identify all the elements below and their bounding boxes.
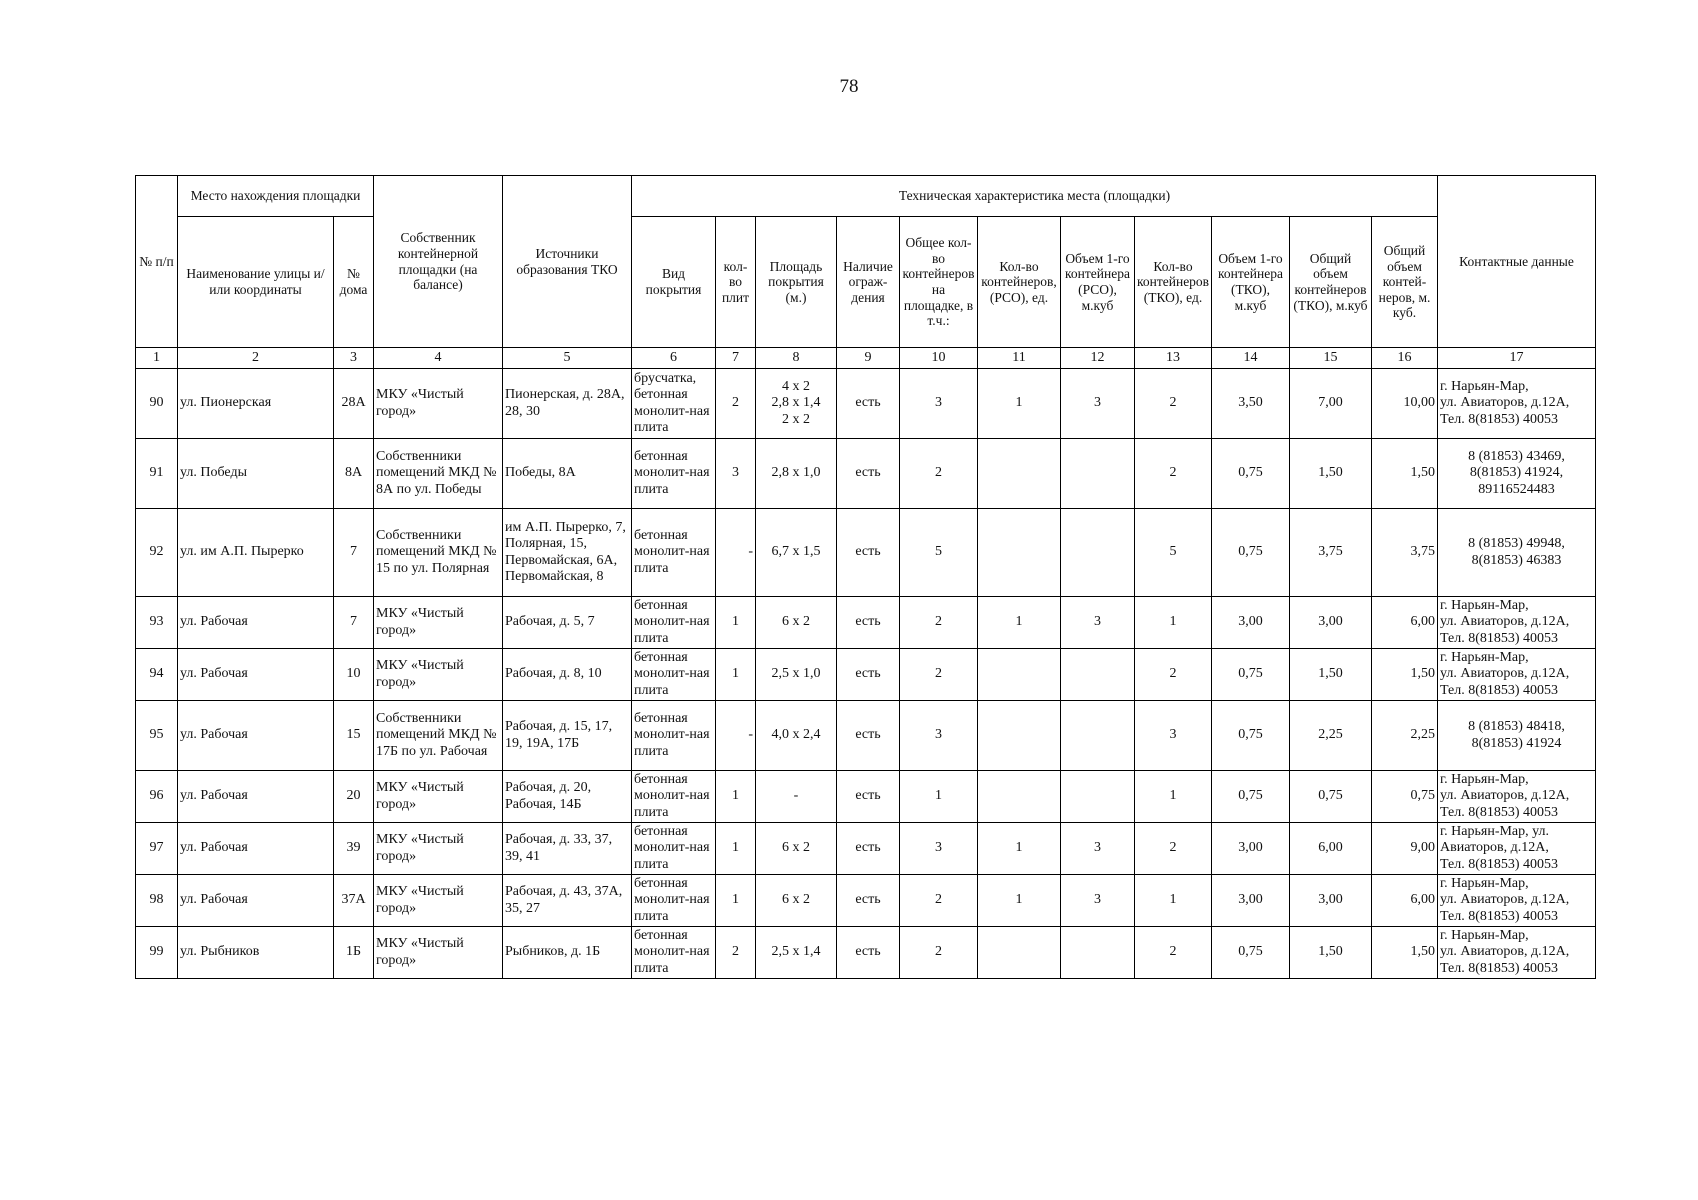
contacts-cell: г. Нарьян-Мар, ул. Авиаторов, д.12А, Тел. 8(81853) 40053 xyxy=(1438,369,1596,439)
table-row xyxy=(136,369,1596,439)
street-cell: ул. Рабочая xyxy=(178,875,334,927)
header-area: Площадь покрытия (м.) xyxy=(756,217,837,348)
contacts-cell: г. Нарьян-Мар, ул. Авиаторов, д.12А, Тел. 8(81853) 40053 xyxy=(1438,823,1596,875)
contacts-cell: 8 (81853) 49948, 8(81853) 46383 xyxy=(1438,509,1596,597)
tko-total-volume-cell: 1,50 xyxy=(1290,439,1372,509)
tko-total-volume-cell: 1,50 xyxy=(1290,927,1372,979)
surface-cell: брусчатка, бетонная монолит-ная плита xyxy=(632,369,716,439)
area-cell: 4 х 2 2,8 х 1,4 2 х 2 xyxy=(756,369,837,439)
rso-volume-cell xyxy=(1061,701,1135,771)
sources-cell: Рабочая, д. 33, 37, 39, 41 xyxy=(503,823,632,875)
total-volume-cell: 1,50 xyxy=(1372,927,1438,979)
header-tko-volume: Объем 1-го контейнера (ТКО), м.куб xyxy=(1212,217,1290,348)
header-slabs: кол-во плит xyxy=(716,217,756,348)
street-cell: ул. Рабочая xyxy=(178,701,334,771)
area-cell: 2,8 х 1,0 xyxy=(756,439,837,509)
area-cell: 6 х 2 xyxy=(756,823,837,875)
tko-volume-cell: 0,75 xyxy=(1212,927,1290,979)
total-containers-cell: 2 xyxy=(900,597,978,649)
rso-volume-cell: 3 xyxy=(1061,369,1135,439)
tko-total-volume-cell: 0,75 xyxy=(1290,771,1372,823)
rso-volume-cell xyxy=(1061,439,1135,509)
header-sources: Источники образования ТКО xyxy=(503,176,632,348)
fence-cell: есть xyxy=(837,597,900,649)
total-containers-cell: 5 xyxy=(900,509,978,597)
header-tko-total-volume: Общий объем контейнеров (ТКО), м.куб xyxy=(1290,217,1372,348)
street-cell: ул. Победы xyxy=(178,439,334,509)
surface-cell: бетонная монолит-ная плита xyxy=(632,875,716,927)
rso-count-cell xyxy=(978,509,1061,597)
row-number: 93 xyxy=(136,597,178,649)
area-cell: 2,5 х 1,0 xyxy=(756,649,837,701)
total-volume-cell: 3,75 xyxy=(1372,509,1438,597)
total-containers-cell: 2 xyxy=(900,927,978,979)
house-cell: 1Б xyxy=(334,927,374,979)
header-num: № п/п xyxy=(136,176,178,348)
slabs-cell: 2 xyxy=(716,369,756,439)
surface-cell: бетонная монолит-ная плита xyxy=(632,701,716,771)
table-row xyxy=(136,597,1596,649)
slabs-cell: 1 xyxy=(716,649,756,701)
area-cell: 6,7 х 1,5 xyxy=(756,509,837,597)
tko-count-cell: 5 xyxy=(1135,509,1212,597)
contacts-cell: г. Нарьян-Мар, ул. Авиаторов, д.12А, Тел. 8(81853) 40053 xyxy=(1438,875,1596,927)
contacts-cell: 8 (81853) 43469, 8(81853) 41924, 89116524483 xyxy=(1438,439,1596,509)
header-street: Наименование улицы и/или координаты xyxy=(178,217,334,348)
contacts-cell: г. Нарьян-Мар, ул. Авиаторов, д.12А, Тел. 8(81853) 40053 xyxy=(1438,927,1596,979)
tko-total-volume-cell: 1,50 xyxy=(1290,649,1372,701)
header-rso-volume: Объем 1-го контейнера (РСО), м.куб xyxy=(1061,217,1135,348)
table-row xyxy=(136,509,1596,597)
rso-count-cell xyxy=(978,927,1061,979)
total-containers-cell: 3 xyxy=(900,823,978,875)
rso-volume-cell: 3 xyxy=(1061,597,1135,649)
fence-cell: есть xyxy=(837,701,900,771)
total-containers-cell: 2 xyxy=(900,439,978,509)
fence-cell: есть xyxy=(837,823,900,875)
header-contacts: Контактные данные xyxy=(1438,176,1596,348)
header-rso-count: Кол-во контейнеров, (РСО), ед. xyxy=(978,217,1061,348)
sources-cell: Рабочая, д. 5, 7 xyxy=(503,597,632,649)
tko-volume-cell: 0,75 xyxy=(1212,509,1290,597)
row-number: 95 xyxy=(136,701,178,771)
sources-cell: Победы, 8А xyxy=(503,439,632,509)
area-cell: 6 х 2 xyxy=(756,597,837,649)
area-cell: 6 х 2 xyxy=(756,875,837,927)
column-number: 4 xyxy=(374,348,503,369)
slabs-cell: - xyxy=(716,509,756,597)
street-cell: ул. Рабочая xyxy=(178,649,334,701)
tko-total-volume-cell: 6,00 xyxy=(1290,823,1372,875)
total-volume-cell: 0,75 xyxy=(1372,771,1438,823)
table-row xyxy=(136,771,1596,823)
tko-count-cell: 1 xyxy=(1135,875,1212,927)
fence-cell: есть xyxy=(837,649,900,701)
house-cell: 7 xyxy=(334,597,374,649)
sources-cell: Рабочая, д. 43, 37А, 35, 27 xyxy=(503,875,632,927)
fence-cell: есть xyxy=(837,369,900,439)
rso-count-cell: 1 xyxy=(978,875,1061,927)
column-number: 11 xyxy=(978,348,1061,369)
house-cell: 28А xyxy=(334,369,374,439)
owner-cell: Собственники помещений МКД № 8А по ул. Победы xyxy=(374,439,503,509)
column-number: 16 xyxy=(1372,348,1438,369)
owner-cell: МКУ «Чистый город» xyxy=(374,597,503,649)
tko-count-cell: 3 xyxy=(1135,701,1212,771)
surface-cell: бетонная монолит-ная плита xyxy=(632,439,716,509)
house-cell: 20 xyxy=(334,771,374,823)
rso-count-cell xyxy=(978,439,1061,509)
rso-volume-cell: 3 xyxy=(1061,823,1135,875)
owner-cell: МКУ «Чистый город» xyxy=(374,771,503,823)
column-number: 3 xyxy=(334,348,374,369)
column-number: 12 xyxy=(1061,348,1135,369)
rso-volume-cell xyxy=(1061,927,1135,979)
row-number: 90 xyxy=(136,369,178,439)
tko-count-cell: 1 xyxy=(1135,771,1212,823)
contacts-cell: г. Нарьян-Мар, ул. Авиаторов, д.12А, Тел. 8(81853) 40053 xyxy=(1438,597,1596,649)
fence-cell: есть xyxy=(837,875,900,927)
total-containers-cell: 2 xyxy=(900,649,978,701)
tko-volume-cell: 0,75 xyxy=(1212,439,1290,509)
header-fence: Наличие ограж-дения xyxy=(837,217,900,348)
rso-volume-cell xyxy=(1061,649,1135,701)
tko-volume-cell: 3,00 xyxy=(1212,823,1290,875)
row-number: 96 xyxy=(136,771,178,823)
rso-volume-cell: 3 xyxy=(1061,875,1135,927)
fence-cell: есть xyxy=(837,927,900,979)
house-cell: 39 xyxy=(334,823,374,875)
tko-count-cell: 2 xyxy=(1135,439,1212,509)
tko-volume-cell: 3,00 xyxy=(1212,597,1290,649)
total-volume-cell: 10,00 xyxy=(1372,369,1438,439)
column-number: 14 xyxy=(1212,348,1290,369)
street-cell: ул. Рабочая xyxy=(178,597,334,649)
owner-cell: МКУ «Чистый город» xyxy=(374,927,503,979)
column-number: 10 xyxy=(900,348,978,369)
owner-cell: МКУ «Чистый город» xyxy=(374,369,503,439)
row-number: 98 xyxy=(136,875,178,927)
tko-count-cell: 2 xyxy=(1135,823,1212,875)
surface-cell: бетонная монолит-ная плита xyxy=(632,597,716,649)
page-number: 78 xyxy=(839,76,859,97)
sources-cell: Пионерская, д. 28А, 28, 30 xyxy=(503,369,632,439)
owner-cell: МКУ «Чистый город» xyxy=(374,649,503,701)
sources-cell: им А.П. Пырерко, 7, Полярная, 15, Первомайская, 6А, Первомайская, 8 xyxy=(503,509,632,597)
tko-count-cell: 2 xyxy=(1135,927,1212,979)
column-number: 1 xyxy=(136,348,178,369)
column-number: 7 xyxy=(716,348,756,369)
tko-volume-cell: 0,75 xyxy=(1212,771,1290,823)
fence-cell: есть xyxy=(837,439,900,509)
sources-cell: Рыбников, д. 1Б xyxy=(503,927,632,979)
street-cell: ул. Рабочая xyxy=(178,771,334,823)
header-tko-count: Кол-во контейнеров (ТКО), ед. xyxy=(1135,217,1212,348)
rso-volume-cell xyxy=(1061,509,1135,597)
tko-total-volume-cell: 2,25 xyxy=(1290,701,1372,771)
total-volume-cell: 1,50 xyxy=(1372,439,1438,509)
area-cell: - xyxy=(756,771,837,823)
header-location-group: Место нахождения площадки xyxy=(178,176,374,217)
column-number: 5 xyxy=(503,348,632,369)
rso-count-cell: 1 xyxy=(978,823,1061,875)
house-cell: 15 xyxy=(334,701,374,771)
table-row xyxy=(136,823,1596,875)
total-containers-cell: 3 xyxy=(900,701,978,771)
rso-count-cell xyxy=(978,649,1061,701)
table-row xyxy=(136,701,1596,771)
row-number: 94 xyxy=(136,649,178,701)
table-row xyxy=(136,439,1596,509)
contacts-cell: г. Нарьян-Мар, ул. Авиаторов, д.12А, Тел. 8(81853) 40053 xyxy=(1438,649,1596,701)
street-cell: ул. Рабочая xyxy=(178,823,334,875)
header-surface: Вид покрытия xyxy=(632,217,716,348)
slabs-cell: 1 xyxy=(716,771,756,823)
column-number: 17 xyxy=(1438,348,1596,369)
header-owner: Собственник контейнерной площадки (на балансе) xyxy=(374,176,503,348)
street-cell: ул. им А.П. Пырерко xyxy=(178,509,334,597)
container-sites-table xyxy=(135,175,1596,979)
owner-cell: МКУ «Чистый город» xyxy=(374,875,503,927)
tko-total-volume-cell: 7,00 xyxy=(1290,369,1372,439)
table-row xyxy=(136,927,1596,979)
contacts-cell: 8 (81853) 48418, 8(81853) 41924 xyxy=(1438,701,1596,771)
column-number: 6 xyxy=(632,348,716,369)
slabs-cell: - xyxy=(716,701,756,771)
tko-total-volume-cell: 3,75 xyxy=(1290,509,1372,597)
header-house: № дома xyxy=(334,217,374,348)
tko-total-volume-cell: 3,00 xyxy=(1290,875,1372,927)
surface-cell: бетонная монолит-ная плита xyxy=(632,823,716,875)
house-cell: 8А xyxy=(334,439,374,509)
column-number: 13 xyxy=(1135,348,1212,369)
total-volume-cell: 1,50 xyxy=(1372,649,1438,701)
rso-count-cell xyxy=(978,771,1061,823)
tko-count-cell: 2 xyxy=(1135,649,1212,701)
house-cell: 7 xyxy=(334,509,374,597)
house-cell: 10 xyxy=(334,649,374,701)
row-number: 99 xyxy=(136,927,178,979)
tko-count-cell: 1 xyxy=(1135,597,1212,649)
header-tech-group: Техническая характеристика места (площадки) xyxy=(632,176,1438,217)
column-number: 8 xyxy=(756,348,837,369)
slabs-cell: 3 xyxy=(716,439,756,509)
row-number: 97 xyxy=(136,823,178,875)
surface-cell: бетонная монолит-ная плита xyxy=(632,771,716,823)
slabs-cell: 2 xyxy=(716,927,756,979)
owner-cell: Собственники помещений МКД № 17Б по ул. Рабочая xyxy=(374,701,503,771)
table-header xyxy=(136,176,1596,369)
table-row xyxy=(136,875,1596,927)
total-volume-cell: 6,00 xyxy=(1372,597,1438,649)
total-volume-cell: 2,25 xyxy=(1372,701,1438,771)
sources-cell: Рабочая, д. 20, Рабочая, 14Б xyxy=(503,771,632,823)
total-containers-cell: 1 xyxy=(900,771,978,823)
slabs-cell: 1 xyxy=(716,875,756,927)
surface-cell: бетонная монолит-ная плита xyxy=(632,509,716,597)
tko-total-volume-cell: 3,00 xyxy=(1290,597,1372,649)
house-cell: 37А xyxy=(334,875,374,927)
total-volume-cell: 9,00 xyxy=(1372,823,1438,875)
column-number: 9 xyxy=(837,348,900,369)
column-number: 15 xyxy=(1290,348,1372,369)
contacts-cell: г. Нарьян-Мар, ул. Авиаторов, д.12А, Тел. 8(81853) 40053 xyxy=(1438,771,1596,823)
fence-cell: есть xyxy=(837,509,900,597)
rso-count-cell xyxy=(978,701,1061,771)
total-containers-cell: 2 xyxy=(900,875,978,927)
tko-volume-cell: 3,50 xyxy=(1212,369,1290,439)
rso-count-cell: 1 xyxy=(978,369,1061,439)
rso-volume-cell xyxy=(1061,771,1135,823)
surface-cell: бетонная монолит-ная плита xyxy=(632,649,716,701)
slabs-cell: 1 xyxy=(716,597,756,649)
total-containers-cell: 3 xyxy=(900,369,978,439)
tko-volume-cell: 0,75 xyxy=(1212,701,1290,771)
surface-cell: бетонная монолит-ная плита xyxy=(632,927,716,979)
table-body xyxy=(136,369,1596,979)
sources-cell: Рабочая, д. 8, 10 xyxy=(503,649,632,701)
street-cell: ул. Пионерская xyxy=(178,369,334,439)
owner-cell: МКУ «Чистый город» xyxy=(374,823,503,875)
street-cell: ул. Рыбников xyxy=(178,927,334,979)
slabs-cell: 1 xyxy=(716,823,756,875)
rso-count-cell: 1 xyxy=(978,597,1061,649)
area-cell: 4,0 х 2,4 xyxy=(756,701,837,771)
tko-volume-cell: 0,75 xyxy=(1212,649,1290,701)
owner-cell: Собственники помещений МКД № 15 по ул. Полярная xyxy=(374,509,503,597)
table-row xyxy=(136,649,1596,701)
tko-volume-cell: 3,00 xyxy=(1212,875,1290,927)
row-number: 91 xyxy=(136,439,178,509)
header-total-volume: Общий объем контей-неров, м. куб. xyxy=(1372,217,1438,348)
total-volume-cell: 6,00 xyxy=(1372,875,1438,927)
column-number: 2 xyxy=(178,348,334,369)
column-number-row xyxy=(136,348,1596,369)
fence-cell: есть xyxy=(837,771,900,823)
row-number: 92 xyxy=(136,509,178,597)
area-cell: 2,5 х 1,4 xyxy=(756,927,837,979)
tko-count-cell: 2 xyxy=(1135,369,1212,439)
sources-cell: Рабочая, д. 15, 17, 19, 19А, 17Б xyxy=(503,701,632,771)
header-total-containers: Общее кол-во контейнеров на площадке, в т.ч.: xyxy=(900,217,978,348)
